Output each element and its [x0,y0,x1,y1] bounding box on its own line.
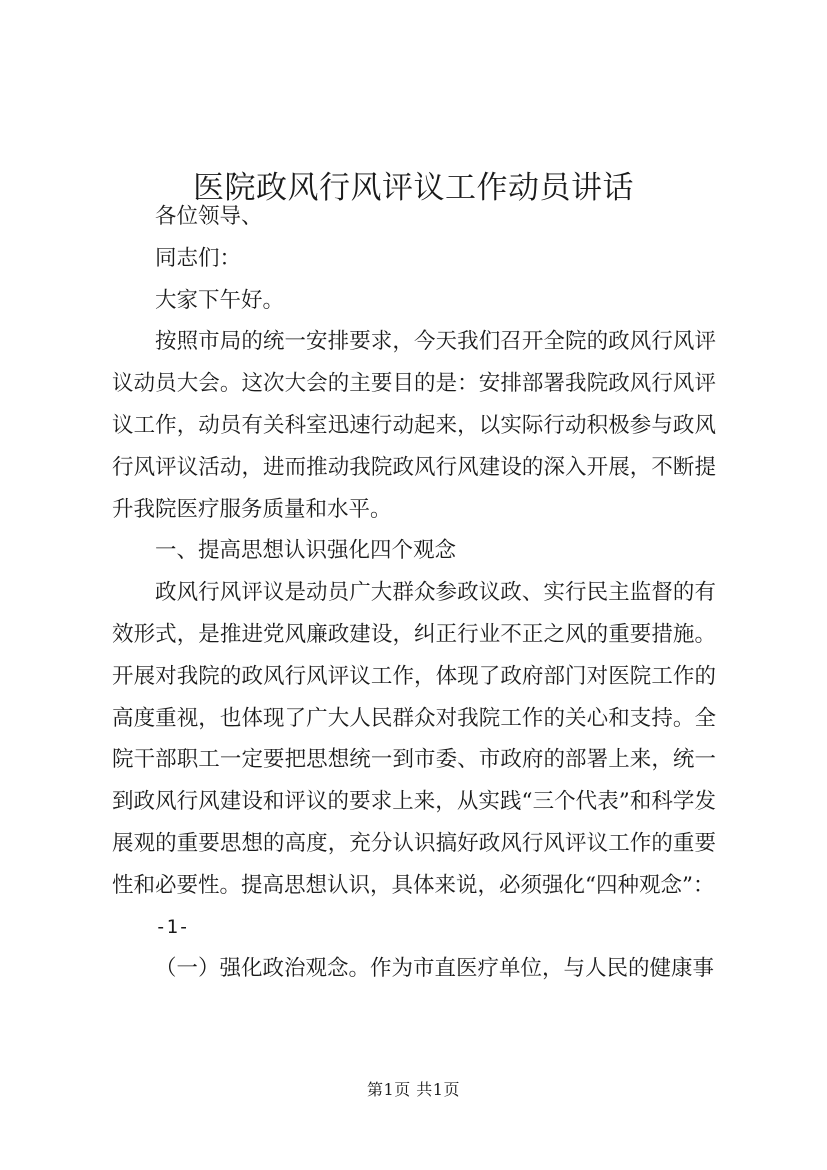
section-heading-1: 一、提高思想认识强化四个观念 [155,538,457,564]
page-footer: 第1页 共1页 [367,1080,460,1099]
document-body [112,196,716,990]
document-title: 医院政风行风评议工作动员讲话 [193,169,634,206]
section-1-paragraph: 政风行风评议是动员广大群众参政议政、实行民主监督的有效形式，是推进党风廉政建设，纠正行业不正之风的重要措施。开展对我院的政风行风评议工作，体现了政府部门对医院工作的高度重视，也体现了广大人民群众对我院工作的关心和支持。全院干部职工一定要把思想统一到市委、市政府的部署上来，统一到政风行风建设和评议的要求上来，从实践“三个代表”和科学发展观的重要思想的高度，充分认识搞好政风行风评议工作的重要性和必要性。提高思想认识，具体来说，必须强化“四种观念”： [112,580,716,898]
intro-paragraph: 按照市局的统一安排要求，今天我们召开全院的政风行风评议动员大会。这次大会的主要目的是：安排部署我院政风行风评议工作，动员有关科室迅速行动起来，以实际行动积极参与政风行风评议活动，进而推动我院政风行风建设的深入开展，不断提升我院医疗服务质量和水平。 [112,329,716,522]
salutation-line-2: 同志们： [155,245,242,271]
greeting: 大家下午好。 [155,287,285,313]
page-number-mark: -1- [155,915,190,938]
salutation-line-1: 各位领导、 [155,204,263,229]
subsection-1-paragraph: （一）强化政治观念。作为市直医疗单位，与人民的健康事 [155,956,715,982]
